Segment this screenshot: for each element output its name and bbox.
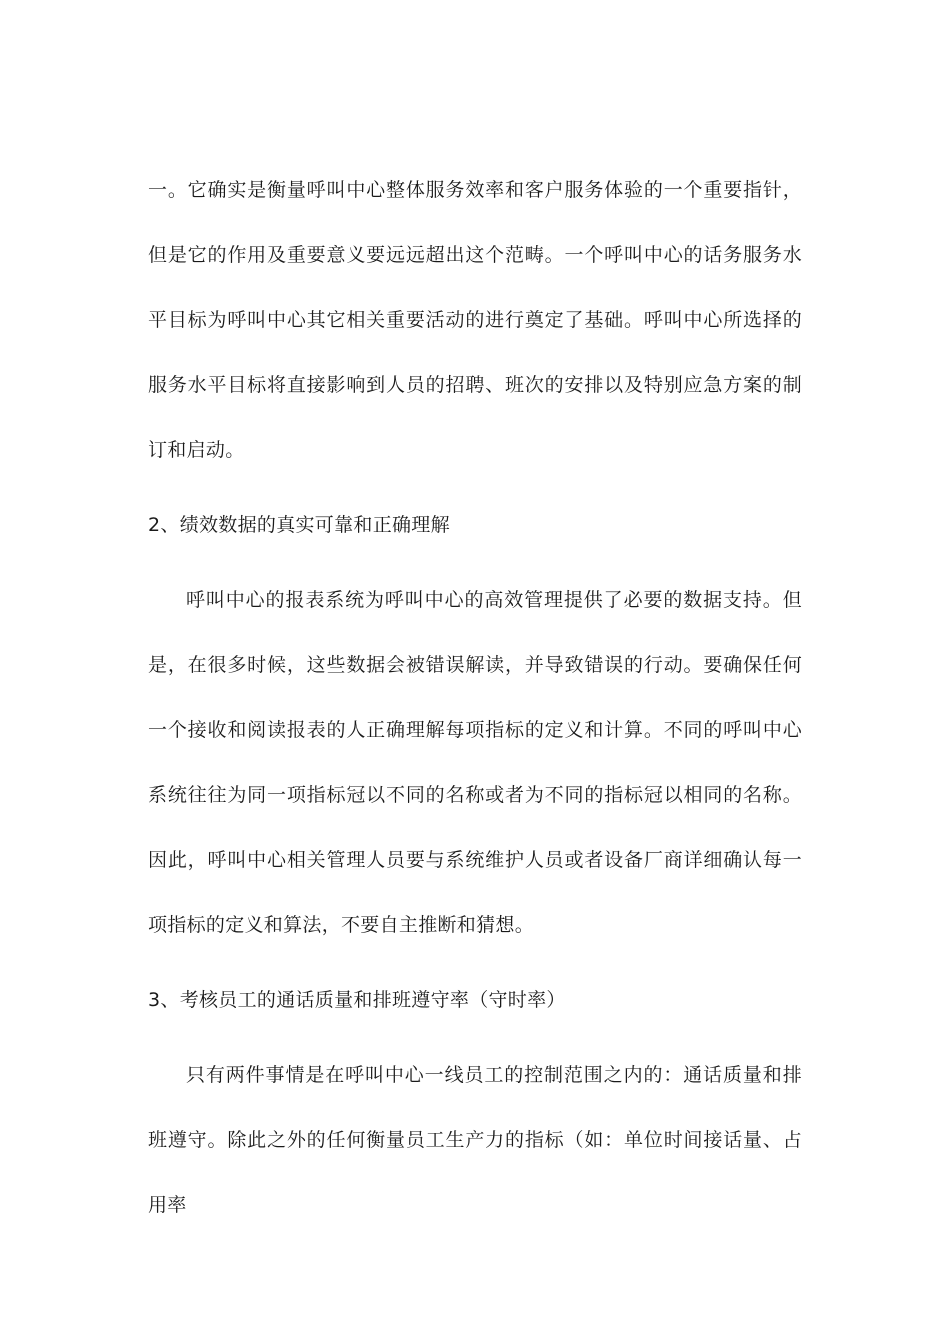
section-heading: 3、考核员工的通话质量和排班遵守率（守时率） <box>148 989 566 1011</box>
body-paragraph: 只有两件事情是在呼叫中心一线员工的控制范围之内的：通话质量和排班遵守。除此之外的任何衡量员工生产力的指标（如：单位时间接话量、占用率 <box>148 1064 802 1216</box>
body-paragraph: 一。它确实是衡量呼叫中心整体服务效率和客户服务体验的一个重要指针，但是它的作用及重要意义要远远超出这个范畴。一个呼叫中心的话务服务水平目标为呼叫中心其它相关重要活动的进行奠定了基础。呼叫中心所选择的服务水平目标将直接影响到人员的招聘、班次的安排以及特别应急方案的制订和启动。 <box>148 179 802 461</box>
document-page <box>148 158 802 1238</box>
body-paragraph: 呼叫中心的报表系统为呼叫中心的高效管理提供了必要的数据支持。但是，在很多时候，这些数据会被错误解读，并导致错误的行动。要确保任何一个接收和阅读报表的人正确理解每项指标的定义和计算。不同的呼叫中心系统往往为同一项指标冠以不同的名称或者为不同的指标冠以相同的名称。因此，呼叫中心相关管理人员要与系统维护人员或者设备厂商详细确认每一项指标的定义和算法，不要自主推断和猜想。 <box>148 589 802 936</box>
section-heading: 2、绩效数据的真实可靠和正确理解 <box>148 514 450 536</box>
